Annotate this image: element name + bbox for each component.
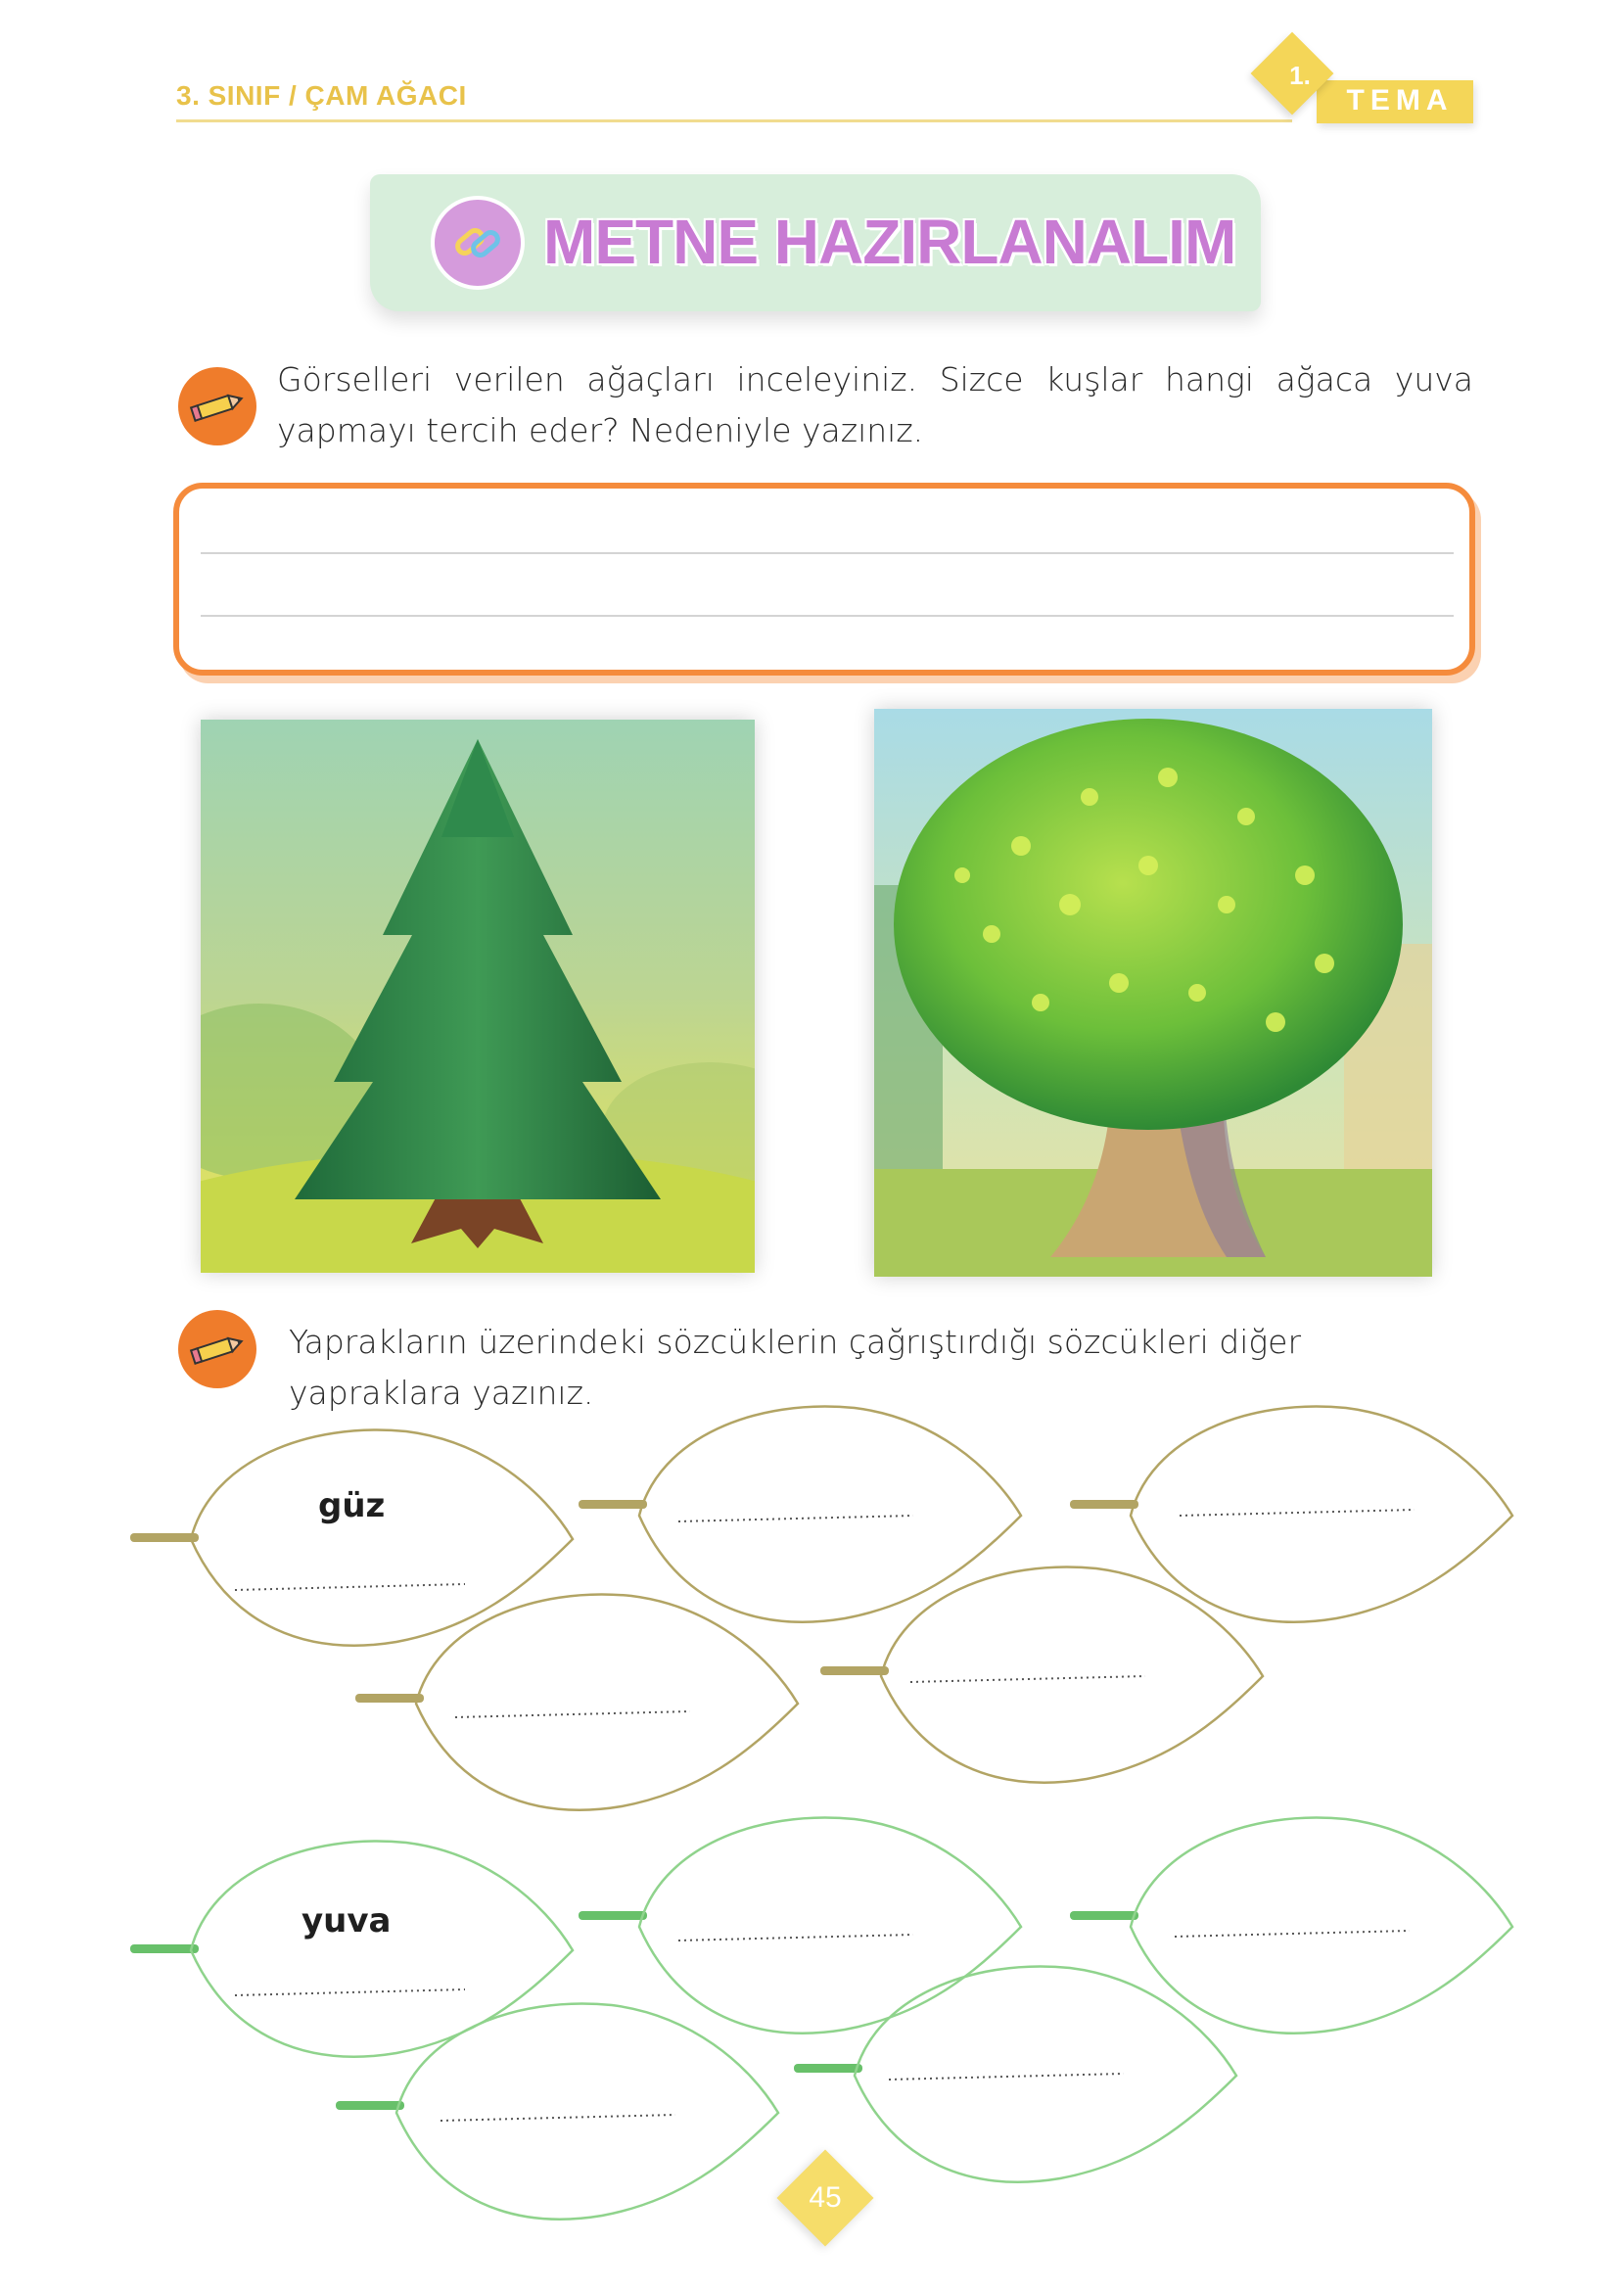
leaf-answer <box>336 2003 778 2219</box>
leaf-group-1 <box>0 1371 1624 1841</box>
task1-instruction: Görselleri verilen ağaçları inceleyiniz. Sizce kuşlar hangi ağaca yuva yapmayı tercih eder? Nedeniyle yazınız. <box>277 360 1473 449</box>
deciduous-tree-image <box>874 709 1432 1277</box>
leaf-answer <box>794 1966 1236 2181</box>
leaf-answer <box>355 1594 798 1809</box>
task2-instruction: Yaprakların üzerindeki sözcüklerin çağrıştırdığı sözcükleri diğer yapraklara yazınız. <box>289 1323 1302 1412</box>
pine-tree-image <box>201 720 755 1273</box>
chain-link-icon <box>431 196 525 290</box>
leaf-answer <box>579 1406 1021 1621</box>
leaf-group-2 <box>0 1782 1624 2222</box>
leaf-answer <box>1070 1406 1512 1621</box>
leaf-answer <box>820 1566 1263 1782</box>
page-number: 45 <box>809 2181 842 2214</box>
theme-label: TEMA <box>1346 84 1454 117</box>
answer-line <box>201 552 1454 554</box>
answer-line <box>201 615 1454 617</box>
leaf-seed-word: güz <box>318 1486 386 1525</box>
theme-number: 1. <box>1289 61 1311 90</box>
leaf-answer <box>579 1817 1021 2033</box>
leaf-seed-guz <box>130 1429 573 1645</box>
leaf-answer <box>1070 1817 1512 2033</box>
leaf-seed-yuva <box>130 1841 573 2056</box>
pencil-icon <box>178 367 256 445</box>
header-divider <box>176 119 1292 122</box>
header-title: 3. SINIF / ÇAM AĞACI <box>176 80 467 111</box>
answer-box[interactable] <box>173 483 1475 676</box>
section-title: METNE HAZIRLANALIM <box>543 207 1236 277</box>
leaf-seed-word: yuva <box>302 1901 392 1940</box>
